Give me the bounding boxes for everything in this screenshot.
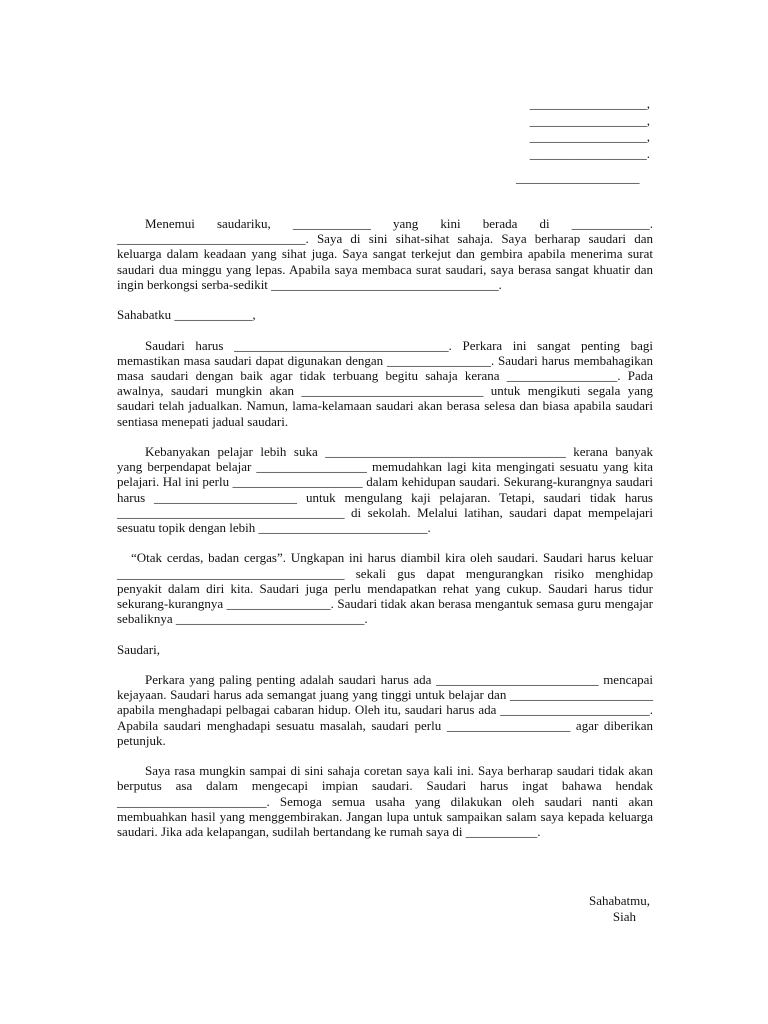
address-line-4: __________________. bbox=[529, 145, 650, 161]
paragraph-health: “Otak cerdas, badan cergas”. Ungkapan ini harus diambil kira oleh saudari. Saudari harus keluar ___________________________________ sekali gus dapat mengurangkan risiko menghidap penyakit dalam diri kita. Saudari juga perlu mendapatkan rehat yang cukup. Saudari harus tidur sekurang-kurangnya ________________. Saudari tidak akan berasa mengantuk semasa guru mengajar sebaliknya _____________________________. bbox=[117, 550, 653, 627]
paragraph-attitude: Perkara yang paling penting adalah saudari harus ada _________________________ mencapai kejayaan. Saudari harus ada semangat juang yang tinggi untuk belajar dan ______________________ apabila menghadapi pelbagai cabaran hidup. Oleh itu, saudari harus ada _______________________. Apabila saudari menghadapi sesuatu masalah, saudari perlu ___________________ agar diberikan petunjuk. bbox=[117, 672, 653, 748]
address-line-3: __________________, bbox=[529, 129, 650, 144]
paragraph-opening: Menemui saudariku, ____________ yang kini berada di ____________. _____________________________. Saya di sini sihat-sihat sahaja. Saya berharap saudari dan keluarga dalam keadaan yang sihat juga. Saya sangat terkejut dan gembira apabila menerima surat saudari dua minggu yang lepas. Apabila saya membaca surat saudari, saya berasa sangat khuatir dan ingin berkongsi serba-sedikit ___________________________________. bbox=[117, 216, 653, 292]
letter-body bbox=[117, 216, 653, 854]
address-line-2: __________________, bbox=[529, 112, 650, 128]
closing-phrase: Sahabatmu, bbox=[588, 893, 650, 908]
salutation-saudari: Saudari, bbox=[117, 641, 160, 657]
paragraph-time-management: Saudari harus _________________________________. Perkara ini sangat penting bagi memastikan masa saudari dapat digunakan dengan ________________. Saudari harus membahagikan masa saudari dengan baik agar tidak terbuang begitu sahaja kerana _________________. Pada awalnya, saudari mungkin akan ____________________________ untuk mengikuti segala yang saudari telah jadualkan. Namun, lama-kelamaan saudari akan berasa selesa dan biasa apabila saudari sentiasa menepati jadual saudari. bbox=[117, 337, 653, 429]
salutation-sahabatku: Sahabatku ____________, bbox=[117, 307, 256, 323]
address-line-1: __________________, bbox=[529, 96, 650, 111]
sender-address bbox=[530, 96, 650, 162]
paragraph-closing: Saya rasa mungkin sampai di sini sahaja coretan saya kali ini. Saya berharap saudari tidak akan berputus asa dalam mengecapi impian saudari. Saudari harus ingat bahawa hendak _______________________. Semoga semua usaha yang dilakukan oleh saudari nanti akan membuahkan hasil yang menggembirakan. Jangan lupa untuk sampaikan salam saya kepada keluarga saudari. Jika ada kelapangan, sudilah bertandang ke rumah saya di ___________. bbox=[117, 763, 653, 840]
date-line: ___________________ bbox=[516, 170, 640, 185]
signer-name: Siah bbox=[612, 909, 636, 924]
paragraph-study-habits: Kebanyakan pelajar lebih suka _____________________________________ kerana banyak yang berpendapat belajar _________________ memudahkan lagi kita mengingati sesuatu yang kita pelajari. Hal ini perlu ____________________ dalam kehidupan saudari. Sekurang-kurangnya saudari harus ______________________ untuk mengulang kaji pelajaran. Tetapi, saudari tidak harus ___________________________________ di sekolah. Melalui latihan, saudari dapat mempelajari sesuatu topik dengan lebih __________________________. bbox=[117, 444, 653, 536]
signature-block bbox=[589, 893, 650, 925]
